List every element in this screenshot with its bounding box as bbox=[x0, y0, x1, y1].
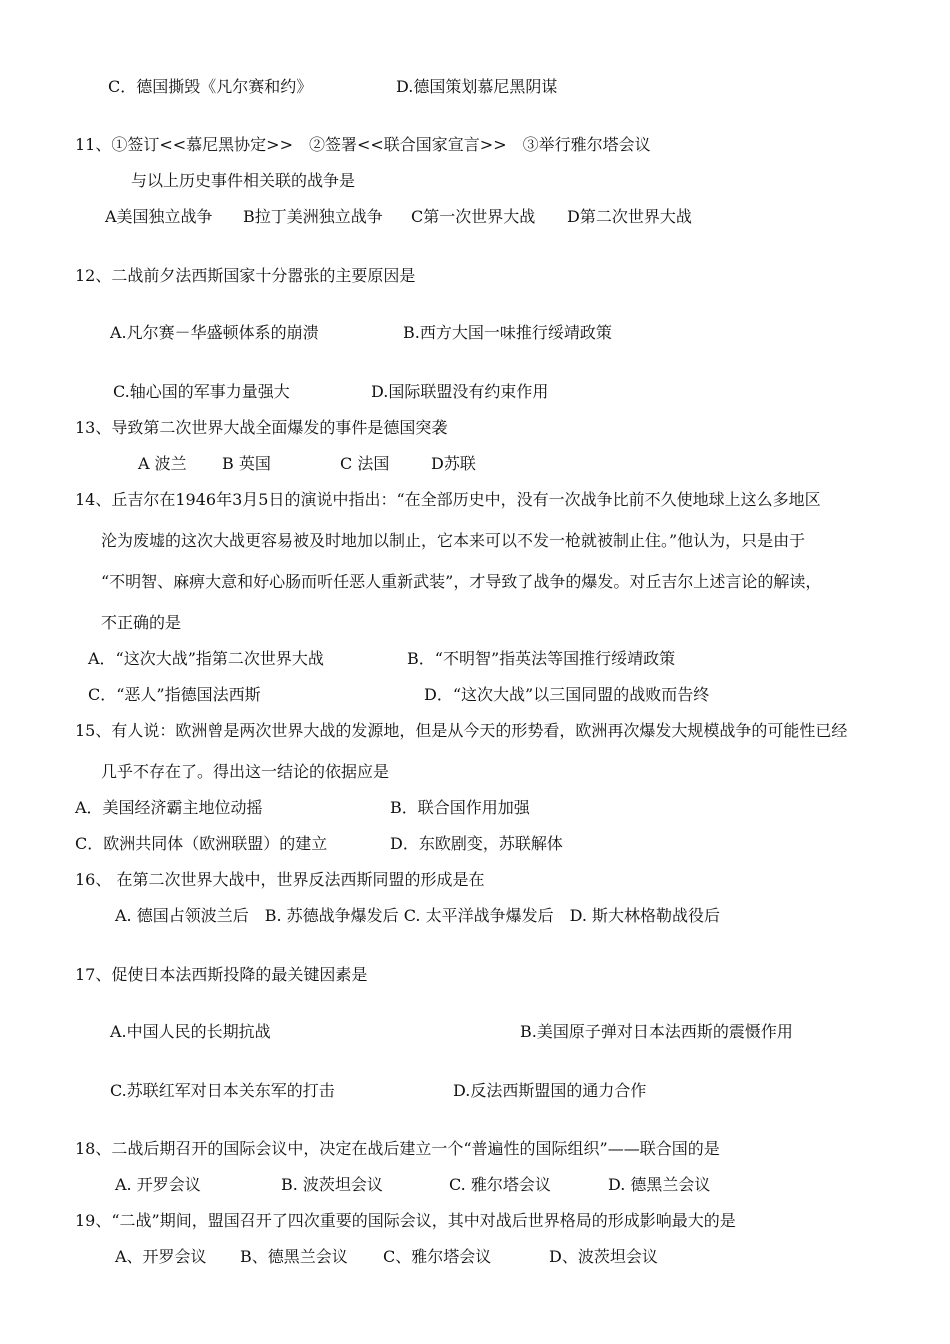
q19-option-b: B、德黑兰会议 bbox=[240, 1247, 348, 1266]
q15-option-d: D．东欧剧变，苏联解体 bbox=[390, 834, 563, 853]
q13-option-d: D苏联 bbox=[431, 454, 476, 473]
q13-option-c: C 法国 bbox=[340, 454, 390, 473]
q10-option-c: C．德国撕毁《凡尔赛和约》 bbox=[108, 77, 313, 96]
q10-option-d: D.德国策划慕尼黑阴谋 bbox=[396, 77, 558, 96]
q15-stem-line-2: 几乎不存在了。得出这一结论的依据应是 bbox=[101, 762, 390, 781]
q12-stem: 12、二战前夕法西斯国家十分嚣张的主要原因是 bbox=[75, 266, 416, 285]
q11-option-d: D第二次世界大战 bbox=[567, 207, 692, 226]
q18-option-b: B. 波茨坦会议 bbox=[281, 1175, 383, 1194]
q17-option-a: A.中国人民的长期抗战 bbox=[110, 1022, 271, 1041]
q12-option-a: A.凡尔赛－华盛顿体系的崩溃 bbox=[110, 323, 319, 342]
q13-option-b: B 英国 bbox=[222, 454, 271, 473]
q19-option-c: C、雅尔塔会议 bbox=[383, 1247, 492, 1266]
q17-option-d: D.反法西斯盟国的通力合作 bbox=[453, 1081, 647, 1100]
q14-option-c: C．“恶人”指德国法西斯 bbox=[88, 685, 261, 704]
q13-option-a: A 波兰 bbox=[138, 454, 187, 473]
q14-stem-line-3: “不明智、麻痹大意和好心肠而听任恶人重新武装”，才导致了战争的爆发。对丘吉尔上述言论的解读， bbox=[101, 572, 822, 591]
q15-option-c: C．欧洲共同体（欧洲联盟）的建立 bbox=[75, 834, 328, 853]
q17-option-b: B.美国原子弹对日本法西斯的震慑作用 bbox=[520, 1022, 793, 1041]
q11-option-c: C第一次世界大战 bbox=[411, 207, 536, 226]
q11-option-a: A美国独立战争 bbox=[105, 207, 213, 226]
q18-option-c: C. 雅尔塔会议 bbox=[449, 1175, 551, 1194]
q11-stem: 11、①签订<<慕尼黑协定>> ②签署<<联合国家宣言>> ③举行雅尔塔会议 bbox=[75, 135, 651, 154]
q12-option-b: B.西方大国一味推行绥靖政策 bbox=[403, 323, 612, 342]
q13-stem: 13、导致第二次世界大战全面爆发的事件是德国突袭 bbox=[75, 418, 448, 437]
q14-stem-line-1: 14、丘吉尔在1946年3月5日的演说中指出：“在全部历史中，没有一次战争比前不久使地球上这么多地区 bbox=[75, 490, 821, 509]
q19-option-a: A、开罗会议 bbox=[115, 1247, 207, 1266]
q14-stem-line-2: 沦为废墟的这次大战更容易被及时地加以制止，它本来可以不发一枪就被制止住。”他认为，只是由于 bbox=[101, 531, 806, 550]
q14-option-b: B．“不明智”指英法等国推行绥靖政策 bbox=[407, 649, 676, 668]
q12-option-d: D.国际联盟没有约束作用 bbox=[371, 382, 549, 401]
q17-option-c: C.苏联红军对日本关东军的打击 bbox=[110, 1081, 335, 1100]
q14-option-a: A．“这次大战”指第二次世界大战 bbox=[88, 649, 324, 668]
q15-option-b: B．联合国作用加强 bbox=[390, 798, 530, 817]
q11-stem-2: 与以上历史事件相关联的战争是 bbox=[131, 171, 356, 190]
q12-option-c: C.轴心国的军事力量强大 bbox=[113, 382, 290, 401]
q17-stem: 17、促使日本法西斯投降的最关键因素是 bbox=[75, 965, 368, 984]
q18-stem: 18、二战后期召开的国际会议中，决定在战后建立一个“普遍性的国际组织”——联合国的是 bbox=[75, 1139, 720, 1158]
q18-option-a: A. 开罗会议 bbox=[115, 1175, 201, 1194]
q18-option-d: D. 德黑兰会议 bbox=[608, 1175, 711, 1194]
q16-stem: 16、 在第二次世界大战中，世界反法西斯同盟的形成是在 bbox=[75, 870, 485, 889]
q15-option-a: A．美国经济霸主地位动摇 bbox=[75, 798, 263, 817]
q19-stem: 19、“二战”期间，盟国召开了四次重要的国际会议，其中对战后世界格局的形成影响最大的是 bbox=[75, 1211, 736, 1230]
q16-options: A. 德国占领波兰后 B. 苏德战争爆发后 C. 太平洋战争爆发后 D. 斯大林格勒战役后 bbox=[115, 906, 721, 925]
q19-option-d: D、波茨坦会议 bbox=[549, 1247, 658, 1266]
q15-stem-line-1: 15、有人说：欧洲曾是两次世界大战的发源地，但是从今天的形势看，欧洲再次爆发大规模战争的可能性已经 bbox=[75, 721, 848, 740]
q11-option-b: B拉丁美洲独立战争 bbox=[243, 207, 383, 226]
q14-stem-line-4: 不正确的是 bbox=[101, 613, 182, 632]
q14-option-d: D．“这次大战”以三国同盟的战败而告终 bbox=[424, 685, 710, 704]
